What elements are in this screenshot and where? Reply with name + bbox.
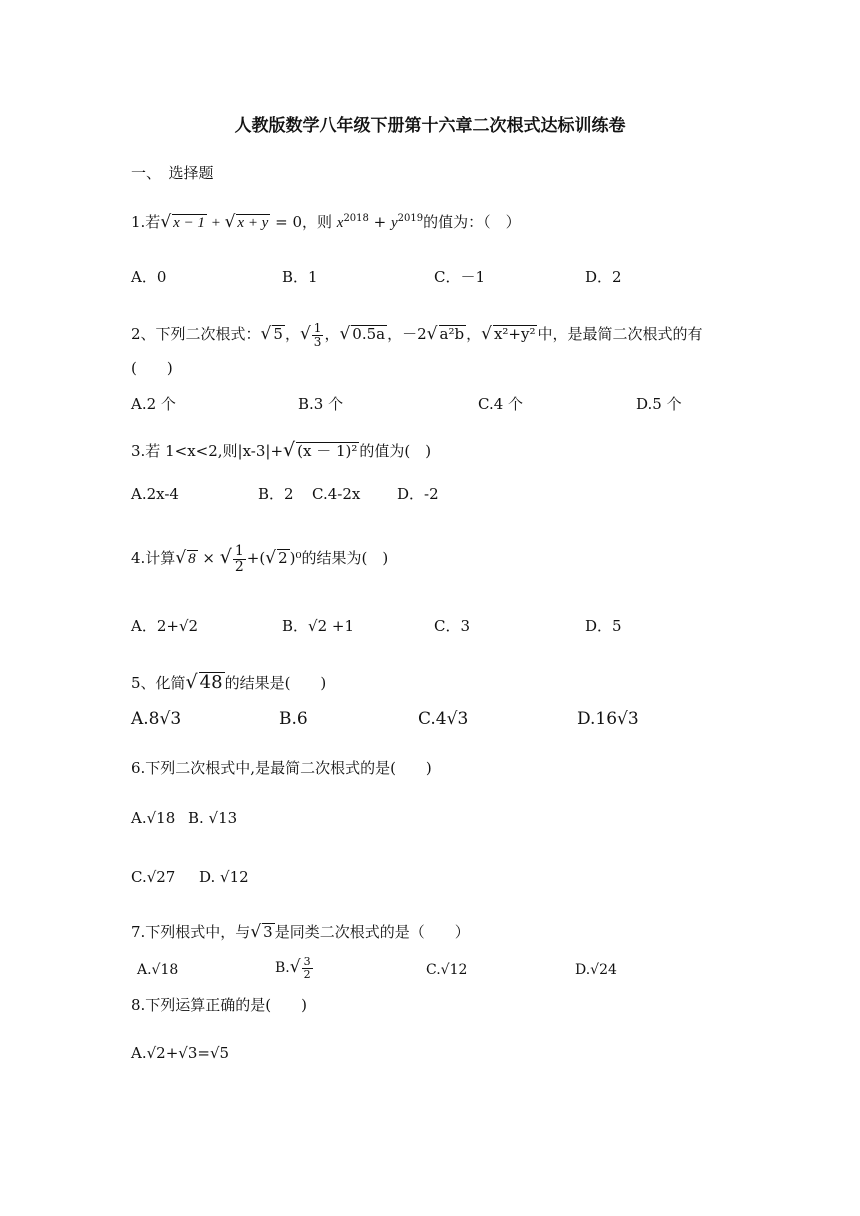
radical-sign: √ <box>481 324 492 345</box>
q7-option-a: A.√18 <box>137 962 179 978</box>
question-8: 8.下列运算正确的是( ) <box>131 996 308 1014</box>
q1-exp-x: 2018 <box>343 213 369 224</box>
q4-option-d: D．5 <box>585 617 622 635</box>
question-5 <box>131 672 326 693</box>
q4-option-a: A．2+√2 <box>131 617 199 635</box>
q6-option-d: D. √12 <box>199 868 249 886</box>
q7-radicand: 3 <box>263 923 273 941</box>
q5-option-c: C.4√3 <box>418 709 469 729</box>
q1-x: x <box>336 215 344 231</box>
q5-option-d: D.16√3 <box>577 709 639 729</box>
q4-r2: 2 <box>278 549 288 568</box>
q1-exp-y: 2019 <box>397 213 424 224</box>
radical-sign: √ <box>175 548 187 569</box>
q2-fraction <box>312 322 324 348</box>
question-3 <box>131 441 431 460</box>
q5-option-b: B.6 <box>279 709 308 729</box>
q3-suffix: 的值为( ) <box>359 442 432 460</box>
q2-comma: ， <box>466 325 482 344</box>
radical-sign: √ <box>265 548 277 569</box>
q1-prefix: 1.若 <box>131 213 161 231</box>
q5-option-a: A.8√3 <box>131 709 182 729</box>
radical-sign: √ <box>250 922 262 942</box>
q4-frac-num: 1 <box>234 543 244 559</box>
radical-sign: √ <box>283 439 296 461</box>
q2-frac-num: 1 <box>313 321 322 335</box>
q7-frac-num: 3 <box>303 955 311 968</box>
q3-option-d: D．-2 <box>397 485 439 503</box>
question-7 <box>131 923 470 941</box>
q4-r1: 8 <box>188 551 196 568</box>
radical-sign: √ <box>185 671 198 693</box>
q4-option-b: B．√2 +1 <box>282 617 355 635</box>
q2-suffix: 中，是最简二次根式的有 <box>537 325 703 344</box>
section-heading: 一、 选择题 <box>131 164 214 182</box>
q2-comma: ， <box>387 325 403 344</box>
q2-comma: ， <box>284 325 300 344</box>
q4-exp: )⁰ <box>289 549 302 568</box>
q1-suffix: 的值为：（ ） <box>423 213 521 231</box>
q2-r3: 0.5a <box>352 325 386 344</box>
question-1 <box>131 214 521 232</box>
q6-option-a: A.√18 <box>131 809 176 827</box>
q5-radicand: 48 <box>199 672 223 693</box>
q1-y: y <box>391 215 398 231</box>
q2-r4: a²b <box>439 325 465 344</box>
q2-prefix: 2、下列二次根式： <box>131 325 261 344</box>
q1-radicand-a: x − 1 <box>173 215 205 231</box>
radical-sign: √ <box>260 324 272 345</box>
q7-option-b-label: B. <box>275 960 290 977</box>
q3-prefix: 3.若 1<x<2,则|x-3|+ <box>131 442 284 460</box>
radical-sign: √ <box>339 324 351 345</box>
radical-sign: √ <box>289 957 301 978</box>
question-2 <box>131 322 702 348</box>
question-4 <box>131 544 388 574</box>
q7-option-d: D.√24 <box>575 962 617 978</box>
radical-sign: √ <box>219 546 232 569</box>
q2-paren: ( ) <box>131 359 173 377</box>
page-title: 人教版数学八年级下册第十六章二次根式达标训练卷 <box>234 116 626 136</box>
q3-option-b: B．2 <box>258 485 294 503</box>
q2-option-a: A.2 个 <box>131 395 176 413</box>
q7-option-c: C.√12 <box>426 962 468 978</box>
q1-eq: = 0，则 <box>270 213 337 231</box>
question-6: 6.下列二次根式中,是最简二次根式的是( ) <box>131 759 432 777</box>
q1-radicand-b: x + y <box>237 215 269 231</box>
radical-sign: √ <box>426 324 438 345</box>
q7-option-b <box>275 956 314 980</box>
q2-option-c: C.4 个 <box>478 395 524 413</box>
q1-option-d: D．2 <box>585 268 622 286</box>
q3-radicand: (x － 1)² <box>297 442 358 460</box>
q6-option-b: B. √13 <box>188 809 238 827</box>
q5-prefix: 5、化简 <box>131 674 186 692</box>
q4-times: × <box>197 549 220 568</box>
q2-r5: x²+y² <box>493 325 536 344</box>
q4-option-c: C．3 <box>434 617 471 635</box>
q7-option-b-fraction <box>302 956 313 980</box>
q5-suffix: 的结果是( ) <box>224 674 327 692</box>
q7-prefix: 7.下列根式中，与 <box>131 923 251 941</box>
q3-option-a: A.2x-4 <box>131 485 179 503</box>
q4-frac-den: 2 <box>234 558 244 575</box>
q2-option-d: D.5 个 <box>636 395 682 413</box>
q4-suffix: 的结果为( ) <box>301 549 389 568</box>
q7-suffix: 是同类二次根式的是（ ） <box>274 923 470 941</box>
q6-option-c: C.√27 <box>131 868 176 886</box>
q1-plus2: + <box>368 213 391 231</box>
radical-sign: √ <box>299 324 311 345</box>
q2-option-b: B.3 个 <box>298 395 344 413</box>
q4-fraction <box>233 544 246 574</box>
q2-neg2: －2 <box>402 325 427 344</box>
q1-plus: + <box>206 215 225 231</box>
q2-r1: 5 <box>273 325 283 344</box>
q8-option-a: A.√2+√3=√5 <box>131 1044 230 1062</box>
radical-sign: √ <box>160 212 172 232</box>
q7-frac-den: 2 <box>303 967 311 981</box>
q4-prefix: 4.计算 <box>131 549 176 568</box>
q4-plus: +( <box>246 549 266 568</box>
q1-option-b: B．1 <box>282 268 318 286</box>
radical-sign: √ <box>224 212 236 232</box>
q1-option-a: A．0 <box>131 268 167 286</box>
q2-comma: ， <box>324 325 340 344</box>
q1-option-c: C．－1 <box>434 268 486 286</box>
q3-option-c: C.4-2x <box>312 485 361 503</box>
q2-frac-den: 3 <box>313 334 322 349</box>
